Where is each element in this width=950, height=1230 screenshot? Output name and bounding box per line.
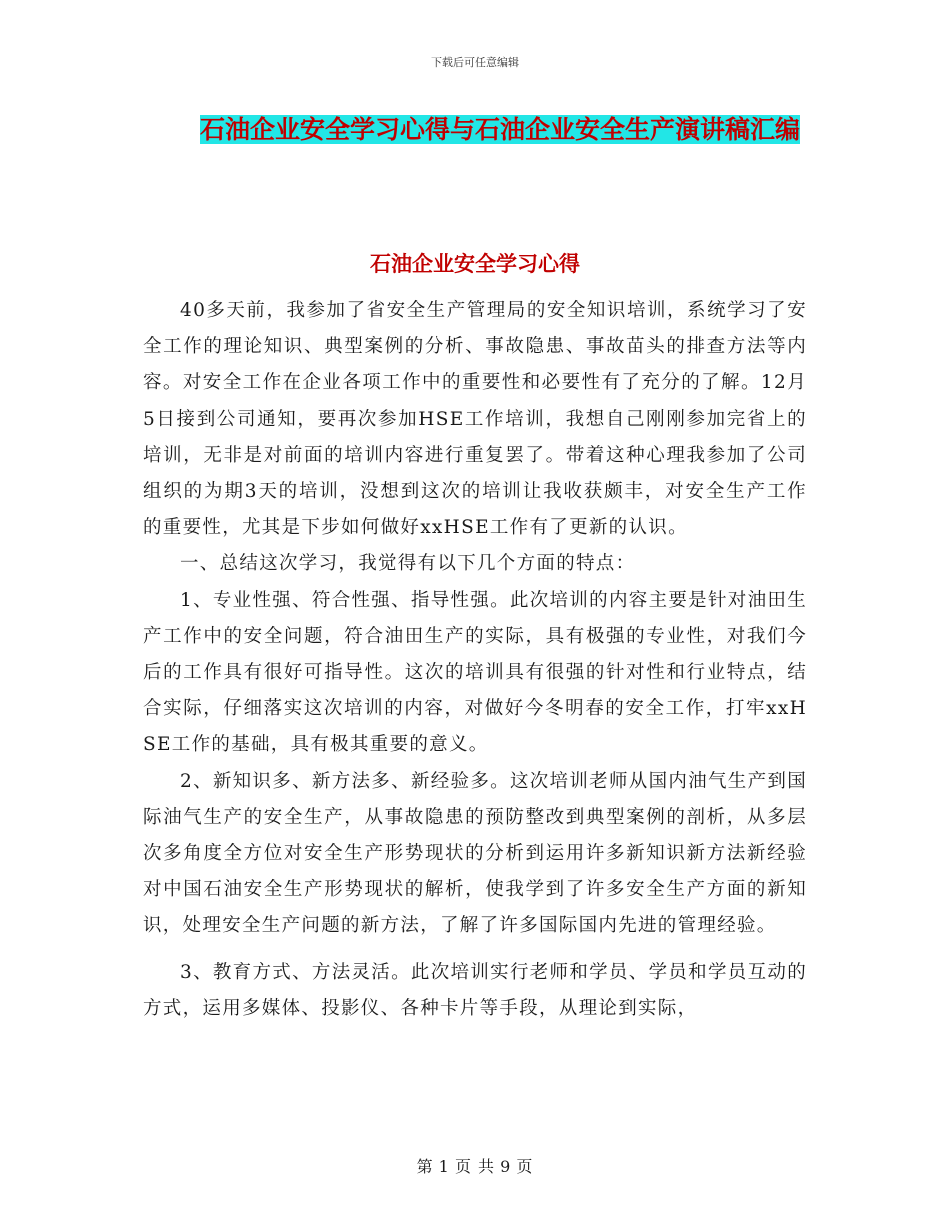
paragraph-point-3: 3、教育方式、方法灵活。此次培训实行老师和学员、学员和学员互动的方式，运用多媒体、投影仪、各种卡片等手段，从理论到实际， [143,961,807,1019]
current-page-number: 1 [438,1157,450,1176]
paragraph-point-1: 1、专业性强、符合性强、指导性强。此次培训的内容主要是针对油田生产工作中的安全问题，符合油田生产的实际，具有极强的专业性，对我们今后的工作具有很好可指导性。这次的培训具有很强的针对性和行业特点，结合实际，仔细落实这次培训的内容，对做好今冬明春的安全工作，打牢xxHSE工作的基础，具有极其重要的意义。 [143,589,807,756]
paragraph-point-2: 2、新知识多、新方法多、新经验多。这次培训老师从国内油气生产到国际油气生产的安全生产，从事故隐患的预防整改到典型案例的剖析，从多层次多角度全方位对安全生产形势现状的分析到运用许多新知识新方法新经验对中国石油安全生产形势现状的解析，使我学到了许多安全生产方面的新知识，处理安全生产问题的新方法，了解了许多国际国内先进的管理经验。 [143,770,807,937]
footer-middle: 页 共 [454,1157,496,1176]
document-title [190,108,810,152]
paragraph-summary-heading: 一、总结这次学习，我觉得有以下几个方面的特点： [180,553,636,575]
page-footer [0,1154,950,1177]
section-title: 石油企业安全学习心得 [370,252,580,276]
header-note: 下载后可任意编辑 [431,56,519,69]
total-page-count: 9 [500,1157,512,1176]
document-title-text: 石油企业安全学习心得与石油企业安全生产演讲稿汇编 [199,115,800,144]
footer-suffix: 页 [516,1157,534,1176]
body-text [143,293,807,1027]
paragraph-intro: 40多天前，我参加了省安全生产管理局的安全知识培训，系统学习了安全工作的理论知识、典型案例的分析、事故隐患、事故苗头的排查方法等内容。对安全工作在企业各项工作中的重要性和必要性有了充分的了解。12月5日接到公司通知，要再次参加HSE工作培训，我想自己刚刚参加完省上的培训，无非是对前面的培训内容进行重复罢了。带着这种心理我参加了公司组织的为期3天的培训，没想到这次的培训让我收获颇丰，对安全生产工作的重要性，尤其是下步如何做好xxHSE工作有了更新的认识。 [143,300,807,539]
footer-prefix: 第 [416,1157,434,1176]
